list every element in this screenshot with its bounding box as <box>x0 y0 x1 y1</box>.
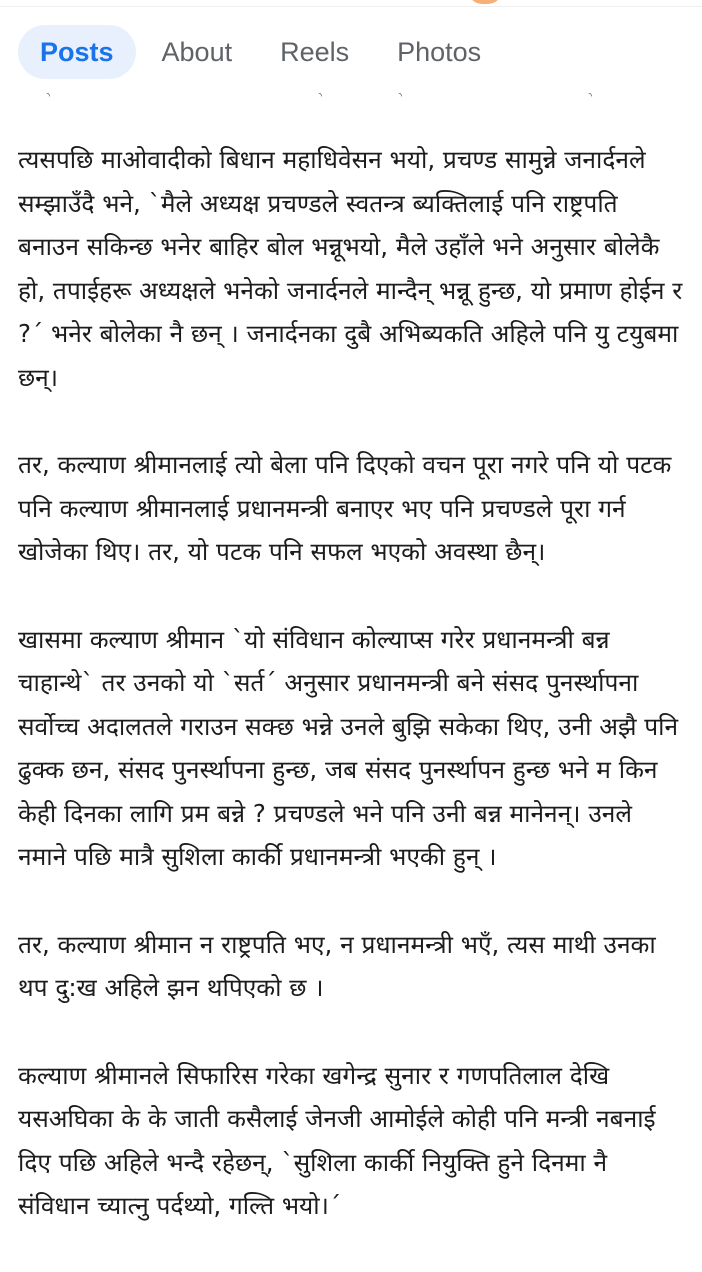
article-paragraph: तर, कल्याण श्रीमानलाई त्यो बेला पनि दिएको वचन पूरा नगरे पनि यो पटक पनि कल्याण श्रीमानलाई प्रधानमन्त्री बनाएर भए पनि प्रचण्डले पूरा गर्न खोजेका थिए। तर, यो पटक पनि सफल भएको अवस्था छैन्। <box>18 450 672 566</box>
tab-about[interactable]: About <box>161 37 233 67</box>
top-strip <box>0 0 702 7</box>
article-paragraph: कल्याण श्रीमानले सिफारिस गरेका खगेन्द्र सुनार र गणपतिलाल देखि यसअघिका के के जाती कसैलाई जेनजी आमोईले कोही पनि मन्त्री नबनाई दिए पछि अहिले भन्दै रहेछन्, `सुशिला कार्की नियुक्ति हुने दिनमा नै संविधान च्यात्नु पर्दथ्यो, गल्ति भयो।´ <box>18 1060 656 1220</box>
article-paragraph: त्यसपछि माओवादीको बिधान महाधिवेसन भयो, प्रचण्ड सामुन्ने जनार्दनले सम्झाउँदै भने, `मैले अध्यक्ष प्रचण्डले स्वतन्त्र ब्यक्तिलाई पनि राष्ट्रपति बनाउन सकिन्छ भनेर बाहिर बोल भन्नूभयो, मैले उहाँले भने अनुसार बोलेकै हो, तपाईहरू अध्यक्षले भनेको जनार्दनले मान्दैन् भन्नू हुन्छ, यो प्रमाण होईन र ?´ भनेर बोलेका नै छन् । जनार्दनका दुबै अभिब्यकति अहिले पनि यु टयुबमा छन्। <box>18 145 683 392</box>
tab-photos[interactable]: Photos <box>397 37 482 67</box>
article-paragraph: तर, कल्याण श्रीमान न राष्ट्रपति भए, न प्रधानमन्त्री भएँ, त्यस माथी उनका थप दु:ख अहिले झन थपिएको छ । <box>18 929 656 1002</box>
notification-dot <box>468 0 502 4</box>
tab-posts[interactable]: Posts <box>18 25 136 79</box>
clipped-previous-text-line: ◝ ◝ ◝ ◝ <box>46 93 592 101</box>
post-body <box>18 138 686 1272</box>
profile-tab-bar <box>0 14 702 90</box>
tab-reels[interactable]: Reels <box>280 37 350 67</box>
article-paragraph: खासमा कल्याण श्रीमान `यो संविधान कोल्याप्स गरेर प्रधानमन्त्री बन्न चाहान्थे` तर उनको यो `सर्त´ अनुसार प्रधानमन्त्री बने संसद पुनर्स्थापना सर्वोच्च अदालतले गराउन सक्छ भन्ने उनले बुझि सकेका थिए, उनी अझै पनि ढुक्क छन, संसद पुनर्स्थापना हुन्छ, जब संसद पुनर्स्थापन हुन्छ भने म किन केही दिनका लागि प्रम बन्ने ? प्रचण्डले भने पनि उनी बन्न मानेनन्। उनले नमाने पछि मात्रै सुशिला कार्की प्रधानमन्त्री भएकी हुन् । <box>18 624 679 871</box>
